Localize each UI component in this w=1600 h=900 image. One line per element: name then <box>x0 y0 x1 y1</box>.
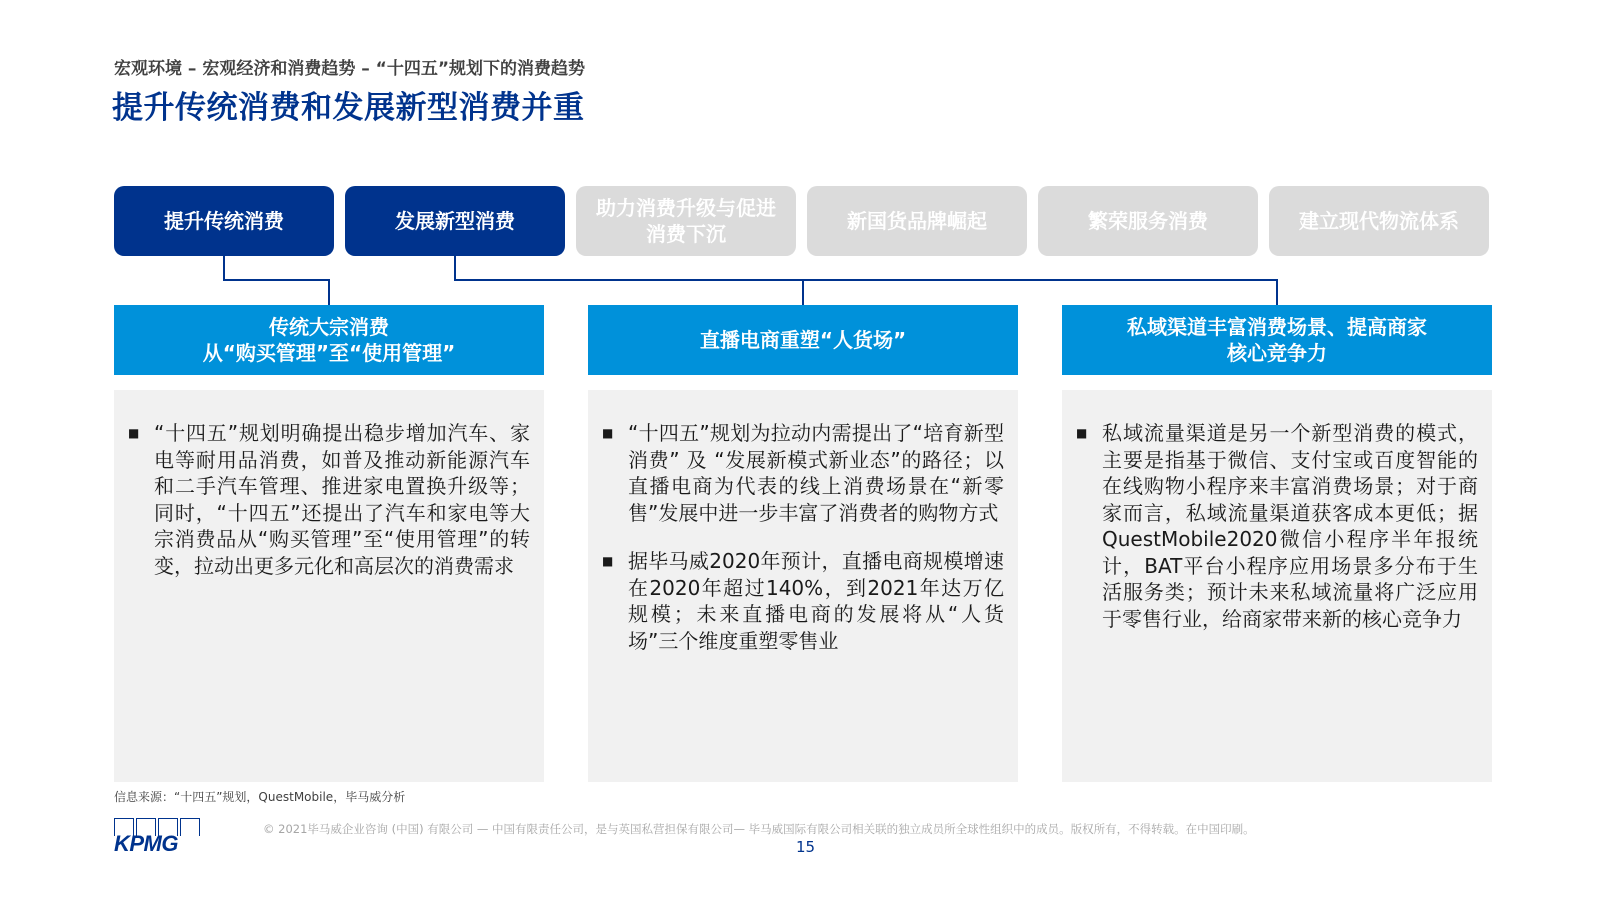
page-title: 提升传统消费和发展新型消费并重 <box>112 90 585 126</box>
tab-label: 新国货品牌崛起 <box>847 209 987 233</box>
tab-service-consumption[interactable] <box>1038 186 1258 256</box>
logo-text: KPMG <box>114 831 178 856</box>
column-header-private-traffic <box>1062 305 1492 375</box>
copyright-notice: © 2021毕马威企业咨询 (中国) 有限公司 — 中国有限责任公司，是与英国私营担保有限公司— 毕马威国际有限公司相关联的独立成员所全球性组织中的成员。版权所有，不得转载。在中国印刷。 <box>263 822 1255 836</box>
page-number: 15 <box>796 838 816 856</box>
column-body-livestream <box>588 390 1018 782</box>
tab-domestic-brands[interactable] <box>807 186 1027 256</box>
tab-label: 发展新型消费 <box>395 209 515 233</box>
square-bullet-icon: ■ <box>1076 426 1088 440</box>
column-body-traditional <box>114 390 544 782</box>
square-bullet-icon: ■ <box>602 426 614 440</box>
tab-label: 繁荣服务消费 <box>1088 209 1208 233</box>
connector-line <box>328 279 330 305</box>
tab-traditional-consumption[interactable] <box>114 186 334 256</box>
connector-line <box>454 279 1278 281</box>
column-header-traditional <box>114 305 544 375</box>
tab-label: 提升传统消费 <box>164 209 284 233</box>
tab-consumption-upgrade[interactable] <box>576 186 796 256</box>
source-note: 信息来源：“十四五”规划，QuestMobile，毕马威分析 <box>114 790 406 804</box>
bullet-text: “十四五”规划为拉动内需提出了“培育新型消费” 及 “发展新模式新业态”的路径；以直播电商为代表的线上消费场景在“新零售”发展中进一步丰富了消费者的购物方式 <box>628 421 1004 525</box>
bullet-item <box>600 420 1004 526</box>
connector-line <box>802 279 804 305</box>
bullet-item <box>1074 420 1478 632</box>
square-bullet-icon: ■ <box>128 426 140 440</box>
bullet-text: 私域流量渠道是另一个新型消费的模式，主要是指基于微信、支付宝或百度智能的在线购物小程序来丰富消费场景；对于商家而言，私域流量渠道获客成本更低；据QuestMobile2020微信小程序半年报统计，BAT平台小程序应用场景多分布于生活服务类；预计未来私域流量将广泛应用于零售行业，给商家带来新的核心竞争力 <box>1102 421 1478 631</box>
square-bullet-icon: ■ <box>602 554 614 568</box>
bullet-item <box>126 420 530 579</box>
column-header-line: 核心竞争力 <box>1227 341 1327 365</box>
bullet-item <box>600 548 1004 654</box>
connector-line <box>223 256 225 280</box>
connector-line <box>1276 279 1278 305</box>
breadcrumb: 宏观环境 – 宏观经济和消费趋势 – “十四五”规划下的消费趋势 <box>114 59 586 79</box>
column-header-livestream <box>588 305 1018 375</box>
tab-label: 建立现代物流体系 <box>1299 209 1459 233</box>
column-body-private-traffic <box>1062 390 1492 782</box>
bullet-text: 据毕马威2020年预计，直播电商规模增速在2020年超过140%，到2021年达万亿规模；未来直播电商的发展将从“人货场”三个维度重塑零售业 <box>628 549 1004 653</box>
tab-label: 助力消费升级与促进消费下沉 <box>596 196 776 246</box>
column-header-line: 私域渠道丰富消费场景、提高商家 <box>1127 315 1427 339</box>
kpmg-logo <box>114 818 200 858</box>
connector-line <box>454 256 456 280</box>
bullet-text: “十四五”规划明确提出稳步增加汽车、家电等耐用品消费，如普及推动新能源汽车和二手汽车管理、推进家电置换升级等；同时，“十四五”还提出了汽车和家电等大宗消费品从“购买管理”至“使用管理”的转变，拉动出更多元化和高层次的消费需求 <box>154 421 530 578</box>
column-header-line: 传统大宗消费 <box>269 315 389 339</box>
connector-line <box>223 279 329 281</box>
column-header-line: 直播电商重塑“人货场” <box>699 328 907 352</box>
column-header-line: 从“购买管理”至“使用管理” <box>202 341 456 365</box>
tab-logistics-system[interactable] <box>1269 186 1489 256</box>
tab-new-consumption[interactable] <box>345 186 565 256</box>
